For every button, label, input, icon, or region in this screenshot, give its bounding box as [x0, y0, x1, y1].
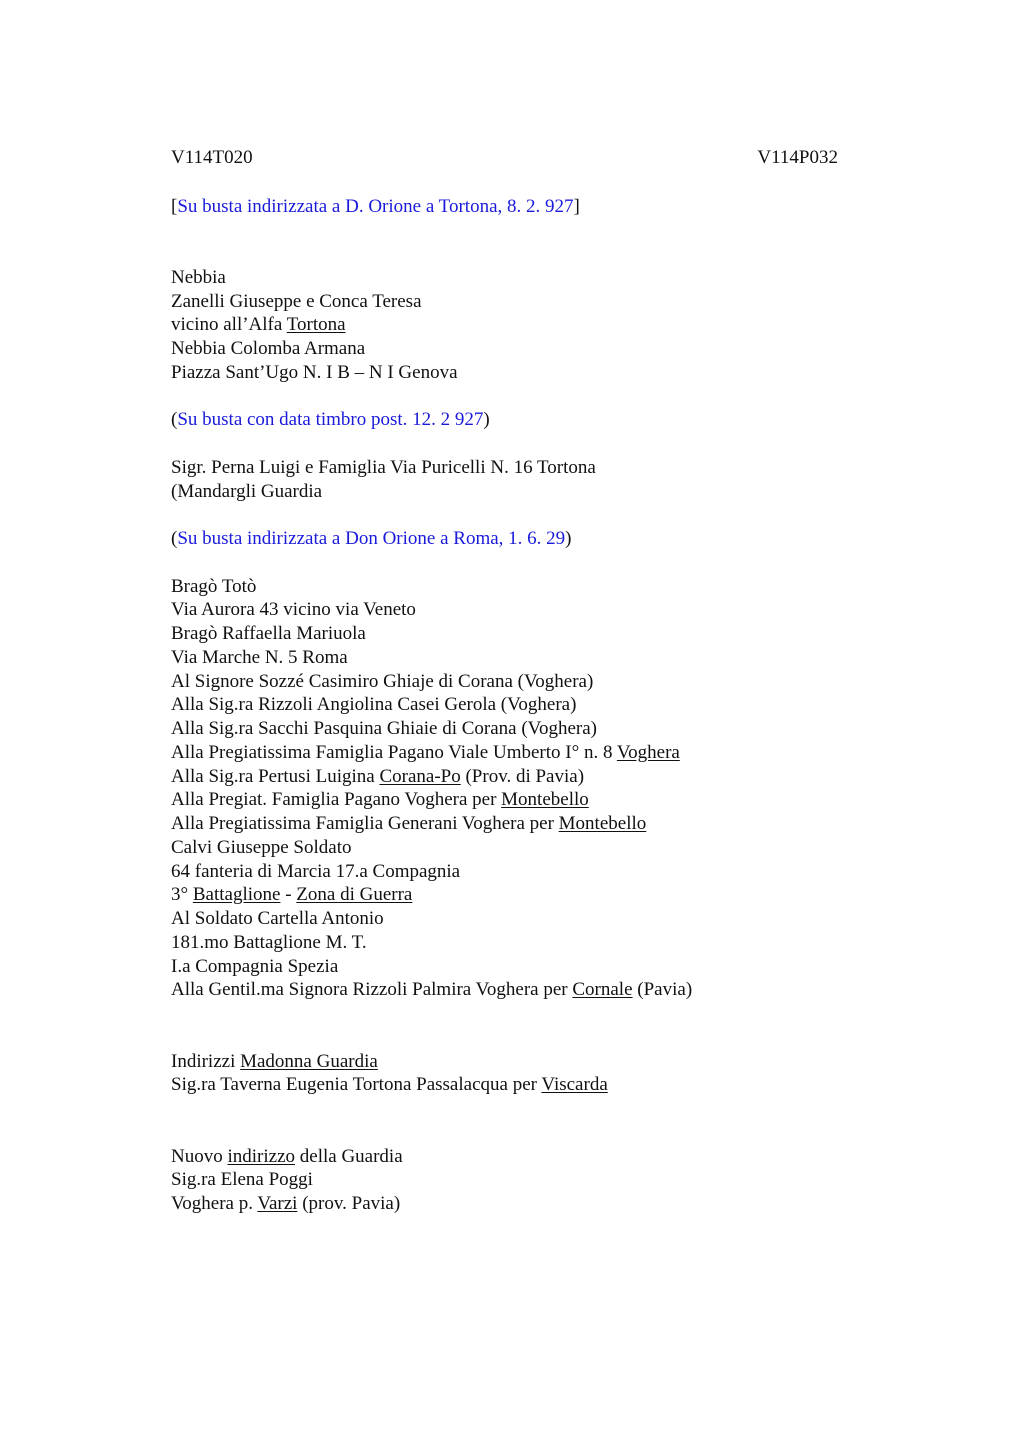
address-line: Alla Pregiatissima Famiglia Generani Voghera per Montebello [171, 813, 647, 834]
address-line: Al Signore Sozzé Casimiro Ghiaje di Corana (Voghera) [171, 671, 594, 692]
address-line: Alla Sig.ra Pertusi Luigina Corana-Po (Prov. di Pavia) [171, 766, 585, 787]
address-line: Sigr. Perna Luigi e Famiglia Via Puricelli N. 16 Tortona [171, 457, 596, 478]
address-line: Alla Pregiat. Famiglia Pagano Voghera per Montebello [171, 789, 589, 810]
address-line: Indirizzi Madonna Guardia [171, 1051, 378, 1072]
address-line: 181.mo Battaglione M. T. [171, 932, 367, 953]
document-code-left: V114T020 [171, 147, 253, 168]
address-line: Via Marche N. 5 Roma [171, 647, 348, 668]
address-line: Voghera p. Varzi (prov. Pavia) [171, 1193, 401, 1214]
address-line: Nebbia Colomba Armana [171, 338, 366, 359]
address-line: Nuovo indirizzo della Guardia [171, 1146, 403, 1167]
address-line: Nebbia [171, 267, 226, 288]
address-line: Sig.ra Elena Poggi [171, 1169, 313, 1190]
document-code-right: V114P032 [757, 147, 838, 168]
address-line: Bragò Raffaella Mariuola [171, 623, 366, 644]
address-line: I.a Compagnia Spezia [171, 956, 339, 977]
envelope-note-2: (Su busta con data timbro post. 12. 2 927) [171, 409, 490, 430]
envelope-note-3: (Su busta indirizzata a Don Orione a Roma, 1. 6. 29) [171, 528, 572, 549]
address-line: (Mandargli Guardia [171, 481, 323, 502]
address-line: Alla Gentil.ma Signora Rizzoli Palmira Voghera per Cornale (Pavia) [171, 979, 693, 1000]
address-line: Alla Sig.ra Sacchi Pasquina Ghiaie di Corana (Voghera) [171, 718, 597, 739]
address-line: Zanelli Giuseppe e Conca Teresa [171, 291, 422, 312]
address-line: Via Aurora 43 vicino via Veneto [171, 599, 416, 620]
address-line: Al Soldato Cartella Antonio [171, 908, 384, 929]
address-line: 64 fanteria di Marcia 17.a Compagnia [171, 861, 461, 882]
address-line: vicino all’Alfa Tortona [171, 314, 346, 335]
address-line: 3° Battaglione - Zona di Guerra [171, 884, 413, 905]
address-line: Alla Pregiatissima Famiglia Pagano Viale Umberto I° n. 8 Voghera [171, 742, 680, 763]
address-line: Sig.ra Taverna Eugenia Tortona Passalacqua per Viscarda [171, 1074, 608, 1095]
address-line: Piazza Sant’Ugo N. I B – N I Genova [171, 362, 458, 383]
address-line: Calvi Giuseppe Soldato [171, 837, 352, 858]
address-line: Bragò Totò [171, 576, 257, 597]
envelope-note-1: [Su busta indirizzata a D. Orione a Tortona, 8. 2. 927] [171, 196, 580, 217]
address-line: Alla Sig.ra Rizzoli Angiolina Casei Gerola (Voghera) [171, 694, 577, 715]
